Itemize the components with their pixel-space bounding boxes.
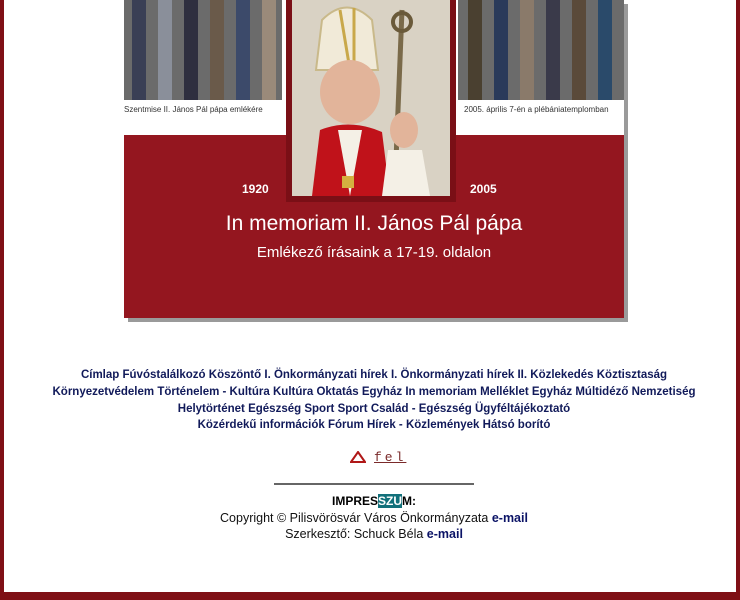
nav-link-egyhaz-2[interactable]: Egyház <box>531 385 573 398</box>
nav-link-multidezo[interactable]: Múltidéző <box>575 385 629 398</box>
nav-link-koszonto[interactable]: Köszöntő <box>208 369 262 381</box>
editor-email-link[interactable]: e-mail <box>426 527 463 541</box>
pope-portrait-illustration <box>292 0 450 196</box>
church-photo-left <box>124 0 282 100</box>
nav-link-nemzetiseg[interactable]: Nemzetiség <box>631 385 696 398</box>
nav-link-melleklet[interactable]: Melléklet <box>480 385 529 398</box>
back-to-top-link[interactable] <box>350 449 406 465</box>
editor-text: Szerkesztő: Schuck Béla <box>285 527 427 541</box>
nav-link-oktatas[interactable]: Oktatás <box>316 385 359 398</box>
nav-row-2 <box>34 384 714 401</box>
nav-link-in-memoriam[interactable]: In memoriam <box>405 385 477 398</box>
up-triangle-icon <box>350 451 366 463</box>
editor-line <box>4 527 740 541</box>
nav-link-hirek-kozlemenyek[interactable]: Hírek - Közlemények <box>366 419 480 432</box>
nav-link-sport-2[interactable]: Sport <box>337 402 368 415</box>
nav-link-onkormanyzati-2[interactable]: I. Önkormányzati hírek II. <box>390 369 528 381</box>
poster-title: In memoriam II. János Pál pápa <box>225 212 523 235</box>
birth-year: 1920 <box>242 182 269 196</box>
copyright-text: Copyright © Pilisvörösvár Város Önkormányzata <box>220 511 492 525</box>
nav-link-forum[interactable]: Fórum <box>327 419 364 432</box>
nav-link-kornyezetvedelem[interactable]: Környezetvédelem <box>52 385 155 398</box>
impressum-text-start: IMPRES <box>331 494 378 508</box>
nav-row-4 <box>34 417 714 434</box>
nav-link-sport[interactable]: Sport <box>304 402 335 415</box>
nav-link-egyhaz[interactable]: Egyház <box>361 385 403 398</box>
memorial-poster-image <box>124 0 624 318</box>
nav-link-helytortenet[interactable]: Helytörténet <box>177 402 245 415</box>
footer-divider <box>274 483 474 485</box>
impressum-heading <box>4 494 740 508</box>
nav-link-onkormanyzati-1[interactable]: I. Önkormányzati hírek <box>264 369 388 381</box>
impressum-highlight: SZU <box>378 494 402 508</box>
copyright-line <box>4 511 740 525</box>
nav-link-egeszseg[interactable]: Egészség <box>248 402 302 415</box>
nav-link-kozlekedes[interactable]: Közlekedés <box>530 369 594 381</box>
copyright-email-link[interactable]: e-mail <box>491 511 528 525</box>
nav-link-koztisztasag[interactable]: Köztisztaság <box>596 369 668 381</box>
nav-link-csalad-egeszseg[interactable]: Család - Egészség <box>370 402 472 415</box>
church-photo-right <box>458 0 624 100</box>
nav-row-1 <box>34 367 714 384</box>
back-to-top-label: fel <box>374 449 407 465</box>
nav-link-ugyfeltajekoztato[interactable]: Ügyféltájékoztató <box>475 402 571 415</box>
nav-link-cimlap[interactable]: Címlap <box>80 369 120 381</box>
caption-left: Szentmise II. János Pál pápa emlékére <box>124 105 263 114</box>
section-navigation <box>34 367 714 434</box>
nav-link-kultura[interactable]: Kultúra <box>273 385 314 398</box>
page-container <box>4 0 736 592</box>
nav-row-3 <box>34 401 714 418</box>
nav-link-fuvostalalkozo[interactable]: Fúvóstalálkozó <box>122 369 206 381</box>
pope-portrait <box>292 0 450 196</box>
caption-right: 2005. április 7-én a plébániatemplomban <box>464 105 609 114</box>
poster-subtitle: Emlékező írásaink a 17-19. oldalon <box>256 244 492 261</box>
nav-link-tortenelem-kultura[interactable]: Történelem - Kultúra <box>157 385 270 398</box>
nav-link-kozerdeku[interactable]: Közérdekű információk <box>197 419 325 432</box>
impressum-text-end: M: <box>402 494 416 508</box>
nav-link-hatso-borito[interactable]: Hátsó borító <box>482 419 551 432</box>
death-year: 2005 <box>470 182 497 196</box>
